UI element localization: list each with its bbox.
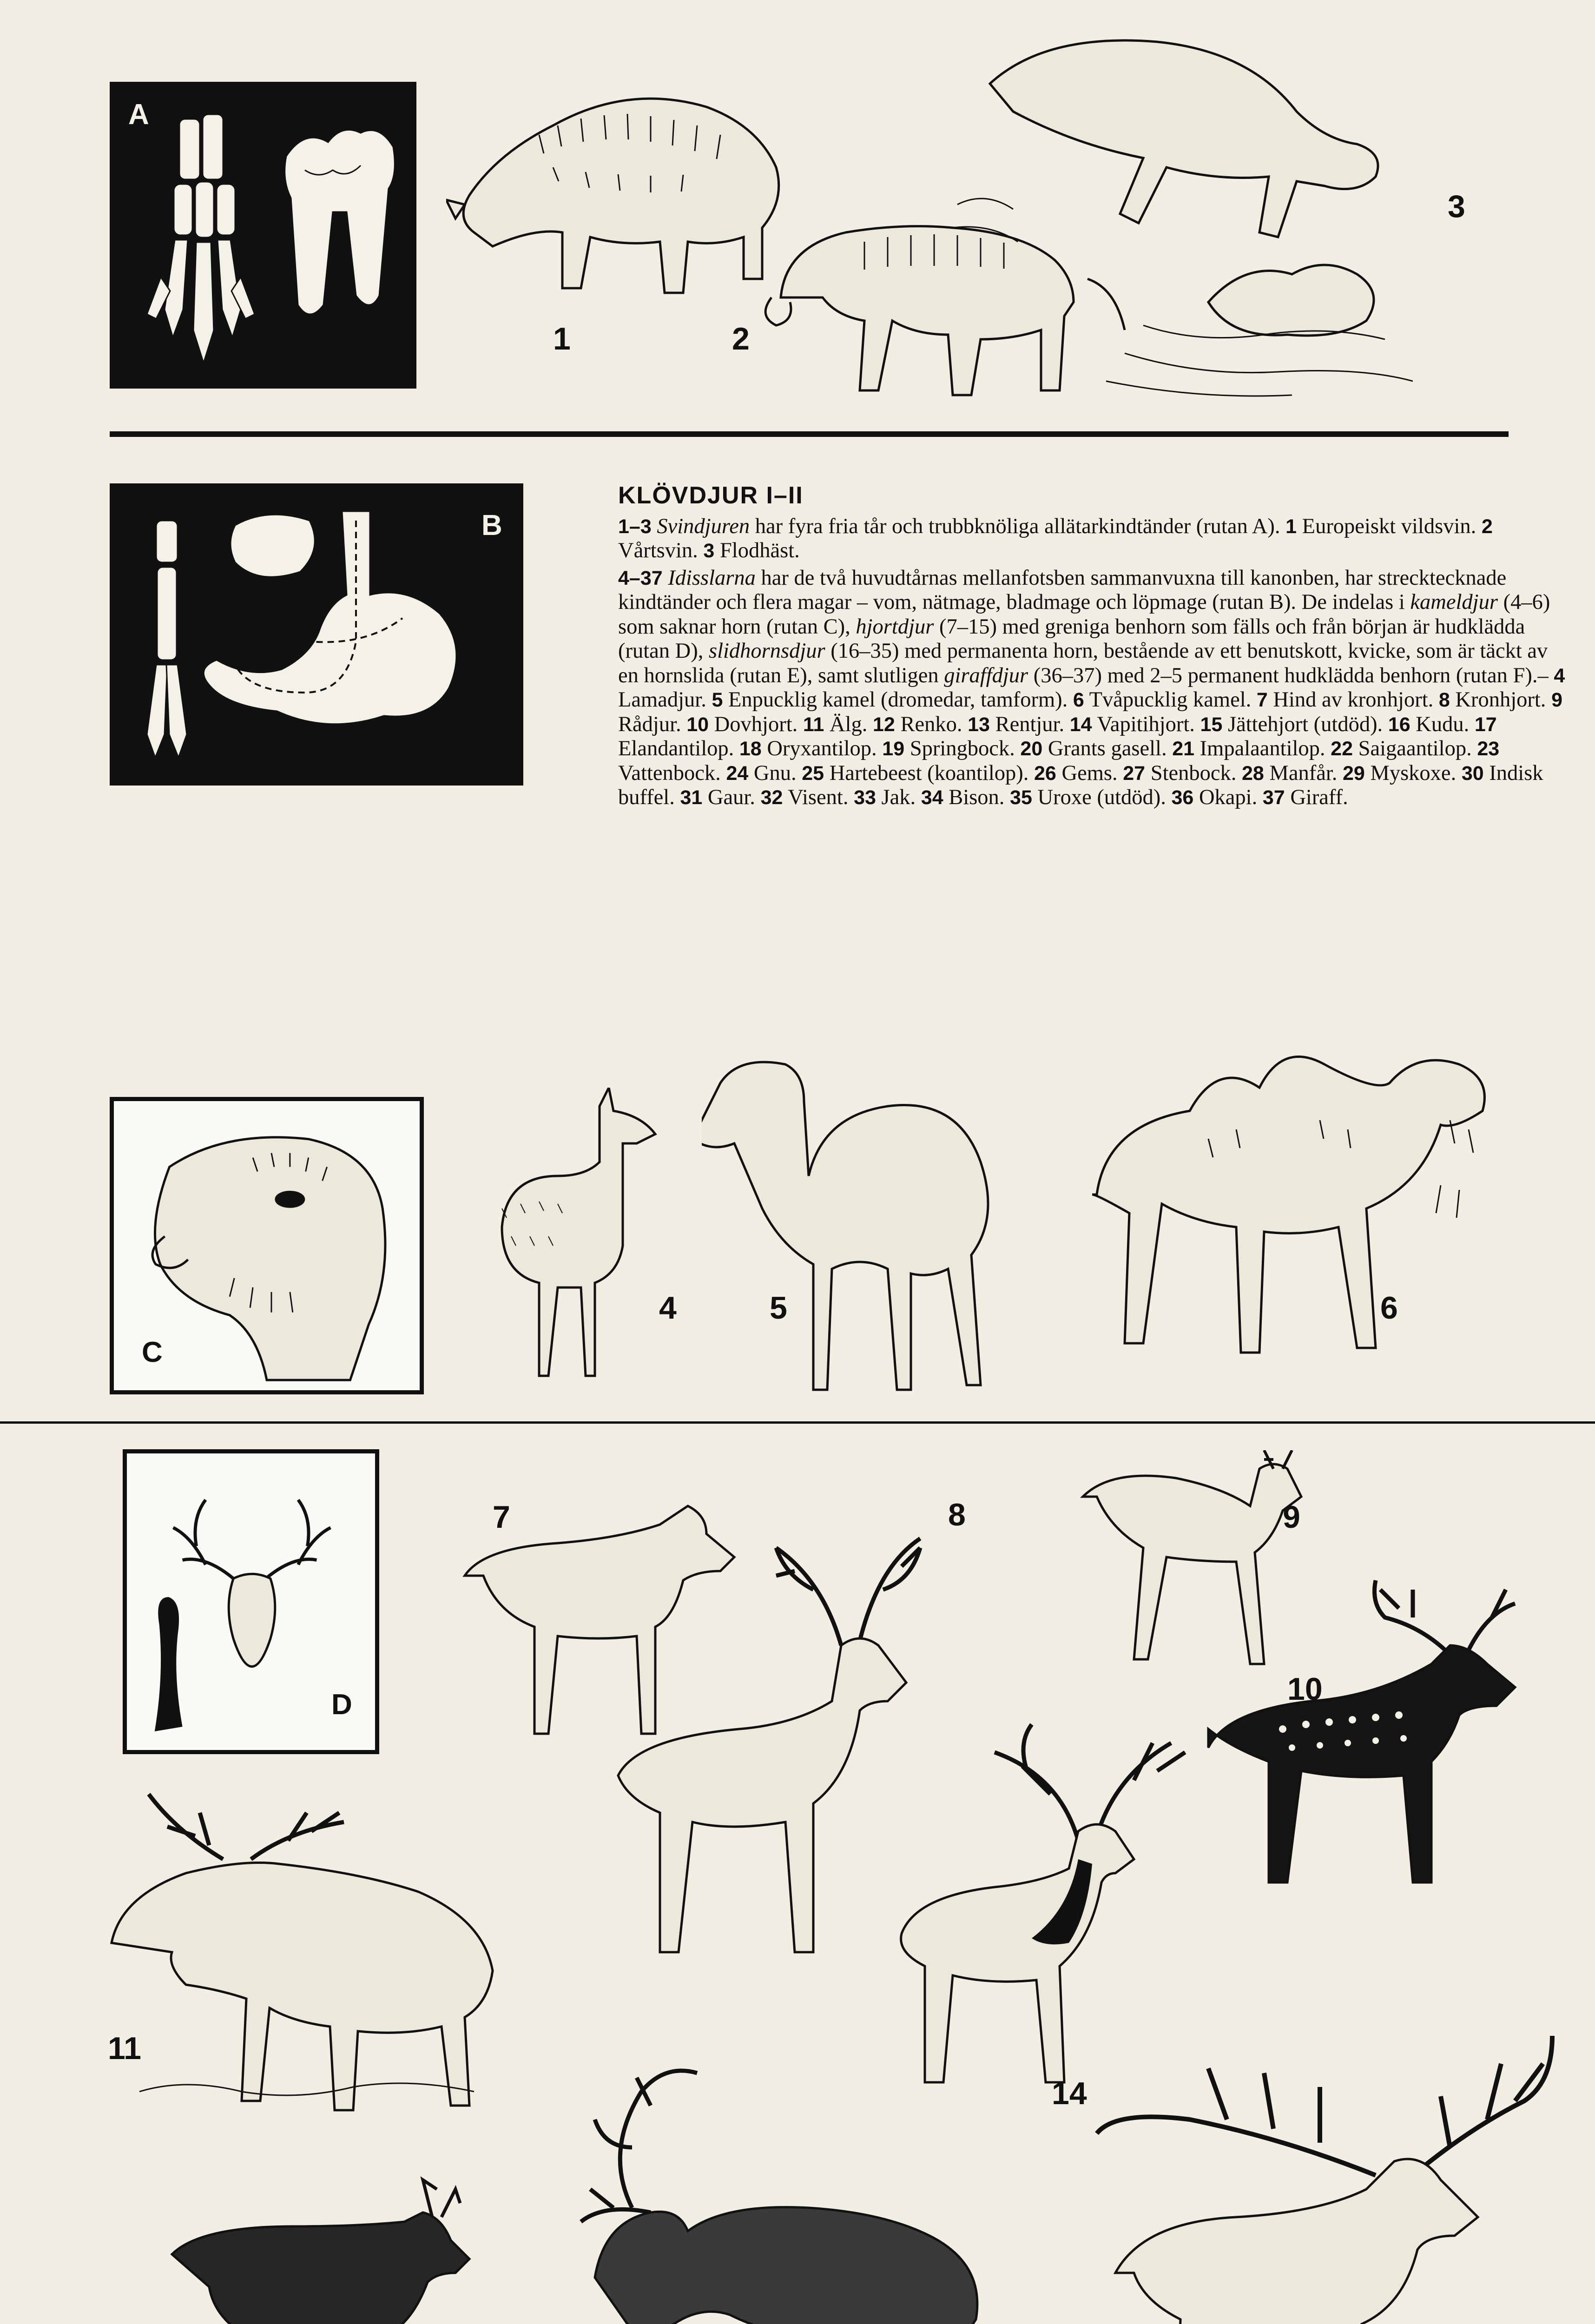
panel-a-label: A bbox=[128, 99, 149, 131]
giant-deer-illustration bbox=[1088, 2022, 1571, 2324]
ruminant-entry bbox=[1171, 786, 1257, 809]
entry-text: Enpucklig kamel (dromedar, tamform). bbox=[728, 688, 1068, 712]
entry-number: 22 bbox=[1331, 738, 1353, 760]
entry-text: Älg. bbox=[829, 712, 868, 736]
entry-text: Kudu. bbox=[1416, 712, 1470, 736]
caption-heading: KLÖVDJUR I–II bbox=[618, 482, 804, 509]
ruminant-entry bbox=[854, 786, 916, 809]
panel-d bbox=[123, 1449, 379, 1754]
entry-text: Visent. bbox=[788, 786, 849, 809]
caption-term-ruminants: Idisslarna bbox=[668, 566, 756, 590]
ruminant-entry bbox=[873, 713, 962, 736]
ruminant-entry bbox=[1020, 737, 1167, 760]
european-wild-boar-illustration bbox=[446, 65, 799, 307]
entry-number: 28 bbox=[1242, 762, 1264, 785]
ruminant-entry bbox=[1034, 761, 1118, 785]
panel-c-label: C bbox=[142, 1336, 163, 1368]
ruminant-entry bbox=[882, 737, 1015, 760]
entry-number: 27 bbox=[1123, 762, 1146, 785]
entry-number: 18 bbox=[739, 738, 762, 760]
ruminant-entry bbox=[1257, 688, 1433, 712]
entry-number: 37 bbox=[1262, 786, 1285, 809]
entry-text: Tvåpucklig kamel. bbox=[1089, 688, 1252, 712]
figure-number-4: 4 bbox=[659, 1290, 677, 1326]
panel-c bbox=[110, 1097, 424, 1394]
entry-text: Stenbock. bbox=[1150, 761, 1237, 785]
figure-number-6: 6 bbox=[1380, 1290, 1398, 1326]
ruminant-entry bbox=[761, 786, 849, 809]
entry-number: 32 bbox=[760, 786, 783, 809]
swine-entry bbox=[1285, 515, 1476, 538]
ruminant-entry bbox=[712, 688, 1068, 712]
entry-text: Gems. bbox=[1061, 761, 1118, 785]
entry-text: Flodhäst. bbox=[719, 539, 800, 562]
entry-text: Okapi. bbox=[1199, 786, 1258, 809]
entry-text: Uroxe (utdöd). bbox=[1037, 786, 1166, 809]
ruminant-entry bbox=[803, 713, 867, 736]
entry-number: 25 bbox=[802, 762, 824, 785]
hippopotamus-illustration bbox=[948, 28, 1413, 409]
entry-text: Giraff. bbox=[1290, 786, 1348, 809]
entry-text: Oryxantilop. bbox=[767, 737, 877, 760]
caption-term-kameldjur: kameldjur bbox=[1410, 590, 1498, 614]
figure-number-1: 1 bbox=[553, 321, 571, 357]
caption-block bbox=[618, 483, 1566, 813]
ruminant-entry bbox=[1123, 761, 1236, 785]
caption-paragraph-ruminants bbox=[618, 566, 1566, 810]
ruminant-entry bbox=[802, 761, 1028, 785]
entry-number: 2 bbox=[1481, 515, 1493, 538]
ruminant-entry bbox=[686, 713, 798, 736]
ruminant-entry bbox=[1263, 786, 1348, 809]
entry-number: 24 bbox=[726, 762, 749, 785]
caption-swine-text: har fyra fria tår och trubbknöliga allätarkindtänder (rutan A). bbox=[750, 514, 1280, 538]
entry-number: 11 bbox=[803, 713, 824, 736]
ruminant-entry bbox=[1010, 786, 1166, 809]
entry-number: 5 bbox=[712, 689, 723, 711]
caption-range-ruminants: 4–37 bbox=[618, 567, 663, 589]
entry-number: 21 bbox=[1172, 738, 1195, 760]
entry-number: 6 bbox=[1073, 689, 1084, 711]
entry-text: Impalaantilop. bbox=[1200, 737, 1325, 760]
ruminant-entry bbox=[1242, 761, 1337, 785]
ruminant-entry bbox=[921, 786, 1005, 809]
entry-number: 10 bbox=[686, 713, 709, 736]
entry-number: 26 bbox=[1034, 762, 1056, 785]
figure-number-2: 2 bbox=[732, 321, 750, 357]
entry-text: Bison. bbox=[949, 786, 1005, 809]
llama-illustration bbox=[469, 1088, 669, 1394]
figure-number-5: 5 bbox=[770, 1290, 787, 1326]
entry-text: Europeiskt vildsvin. bbox=[1302, 514, 1476, 538]
reindeer-bull-illustration bbox=[567, 2054, 1004, 2324]
caption-term-swine: Svindjuren bbox=[657, 514, 750, 538]
ruminant-foot-and-stomach-illustration bbox=[110, 483, 523, 786]
entry-number: 34 bbox=[921, 786, 943, 809]
entry-text: Jak. bbox=[881, 786, 916, 809]
caption-text: (16–35) med permanenta horn, bestående av ett benutskott, kvicke, som är täckt av en hornslida (rutan E), samt slutligen bbox=[618, 639, 1548, 687]
ruminant-entry bbox=[1200, 713, 1383, 736]
dromedary-camel-illustration bbox=[702, 1055, 1046, 1399]
ruminant-entry bbox=[1439, 688, 1546, 712]
entry-number: 19 bbox=[882, 738, 905, 760]
figure-number-7: 7 bbox=[493, 1499, 510, 1535]
entry-text: Vattenbock. bbox=[618, 761, 721, 785]
entry-text: Lamadjur. bbox=[618, 688, 706, 712]
entry-number: 12 bbox=[872, 713, 895, 736]
entry-text: Vapitihjort. bbox=[1097, 712, 1195, 736]
ruminant-entry bbox=[968, 713, 1064, 736]
caption-term-slidhornsdjur: slidhornsdjur bbox=[708, 639, 825, 663]
entry-number: 9 bbox=[1551, 689, 1562, 711]
figure-number-11: 11 bbox=[108, 2031, 141, 2066]
entry-number: 14 bbox=[1069, 713, 1092, 736]
figure-number-10: 10 bbox=[1287, 1671, 1323, 1707]
entry-text: Springbock. bbox=[910, 737, 1015, 760]
ruminant-entry bbox=[739, 737, 877, 760]
entry-number: 29 bbox=[1343, 762, 1365, 785]
entry-text: Jättehjort (utdöd). bbox=[1228, 712, 1383, 736]
entry-number: 1 bbox=[1285, 515, 1297, 538]
entry-text: Elandantilop. bbox=[618, 737, 734, 760]
entry-number: 35 bbox=[1010, 786, 1032, 809]
entry-text: Grants gasell. bbox=[1048, 737, 1167, 760]
ruminant-entry bbox=[1073, 688, 1251, 712]
entry-number: 15 bbox=[1200, 713, 1223, 736]
panel-b bbox=[110, 483, 523, 786]
entry-text: Indisk buffel. bbox=[618, 761, 1543, 809]
entry-number: 23 bbox=[1477, 738, 1500, 760]
entry-text: Hind av kronhjort. bbox=[1273, 688, 1434, 712]
entry-number: 16 bbox=[1388, 713, 1410, 736]
figure-number-8: 8 bbox=[948, 1497, 966, 1532]
caption-text: har de två huvudtårnas mellanfotsben sammanvuxna till kanonben, har strecktecknade kindtänder och flera magar – vom, nätmage, bladmage och löpmage (rutan B). De indelas i bbox=[618, 566, 1507, 614]
entry-number: 33 bbox=[854, 786, 876, 809]
figure-number-14: 14 bbox=[1052, 2076, 1087, 2111]
caption-text: (4–6) som saknar horn (rutan C), bbox=[618, 590, 1550, 639]
caption-term-giraffdjur: giraffdjur bbox=[944, 663, 1028, 687]
entry-number: 4 bbox=[1554, 664, 1565, 687]
entry-text: Rådjur. bbox=[618, 712, 681, 736]
entry-text: Kronhjort. bbox=[1455, 688, 1546, 712]
entry-text: Gaur. bbox=[707, 786, 755, 809]
ruminant-entry bbox=[1070, 713, 1195, 736]
fallow-deer-illustration bbox=[1190, 1552, 1543, 1887]
entry-number: 17 bbox=[1474, 713, 1497, 736]
entry-number: 13 bbox=[968, 713, 990, 736]
entry-number: 7 bbox=[1256, 689, 1268, 711]
ruminant-entry bbox=[680, 786, 755, 809]
entry-number: 36 bbox=[1171, 786, 1194, 809]
entry-text: Rentjur. bbox=[995, 712, 1065, 736]
ruminant-entry bbox=[1172, 737, 1325, 760]
entry-number: 31 bbox=[680, 786, 703, 809]
caption-term-hjortdjur: hjortdjur bbox=[856, 614, 934, 639]
ruminant-entry bbox=[1388, 713, 1469, 736]
reindeer-cow-illustration bbox=[153, 2161, 488, 2324]
entry-number: 8 bbox=[1438, 689, 1450, 711]
caption-text: (7–15) med greniga benhorn som fälls och från början är hudklädda (rutan D), bbox=[618, 614, 1525, 663]
entry-text: Vårtsvin. bbox=[618, 539, 698, 562]
caption-paragraph-swine bbox=[618, 515, 1566, 563]
entry-number: 30 bbox=[1461, 762, 1484, 785]
bactrian-camel-illustration bbox=[1069, 1037, 1534, 1408]
panel-a bbox=[110, 82, 416, 389]
entry-text: Saigaantilop. bbox=[1358, 737, 1472, 760]
section-divider-middle bbox=[0, 1421, 1595, 1424]
panel-d-label: D bbox=[331, 1689, 352, 1721]
figure-number-3: 3 bbox=[1448, 189, 1465, 224]
entry-text: Myskoxe. bbox=[1370, 761, 1457, 785]
entry-text: Manfår. bbox=[1269, 761, 1338, 785]
entry-text: Dovhjort. bbox=[714, 712, 798, 736]
ruminant-entry bbox=[1343, 761, 1456, 785]
entry-number: 3 bbox=[703, 540, 715, 562]
entry-text: Gnu. bbox=[753, 761, 797, 785]
section-divider-top bbox=[110, 431, 1509, 437]
entry-text: Hartebeest (koantilop). bbox=[829, 761, 1029, 785]
figure-number-9: 9 bbox=[1283, 1499, 1300, 1535]
entry-number: 20 bbox=[1020, 738, 1043, 760]
panel-b-label: B bbox=[481, 509, 502, 541]
caption-text: (36–37) med 2–5 permanent hudklädda benhorn (rutan F).– bbox=[1028, 663, 1549, 687]
ruminant-entry bbox=[726, 761, 796, 785]
swine-entry bbox=[703, 539, 799, 562]
entry-text: Renko. bbox=[900, 712, 962, 736]
ruminant-entry bbox=[1331, 737, 1472, 760]
caption-range-swine: 1–3 bbox=[618, 515, 652, 538]
moose-illustration bbox=[93, 1766, 511, 2119]
swine-foot-and-tooth-illustration bbox=[110, 82, 416, 389]
